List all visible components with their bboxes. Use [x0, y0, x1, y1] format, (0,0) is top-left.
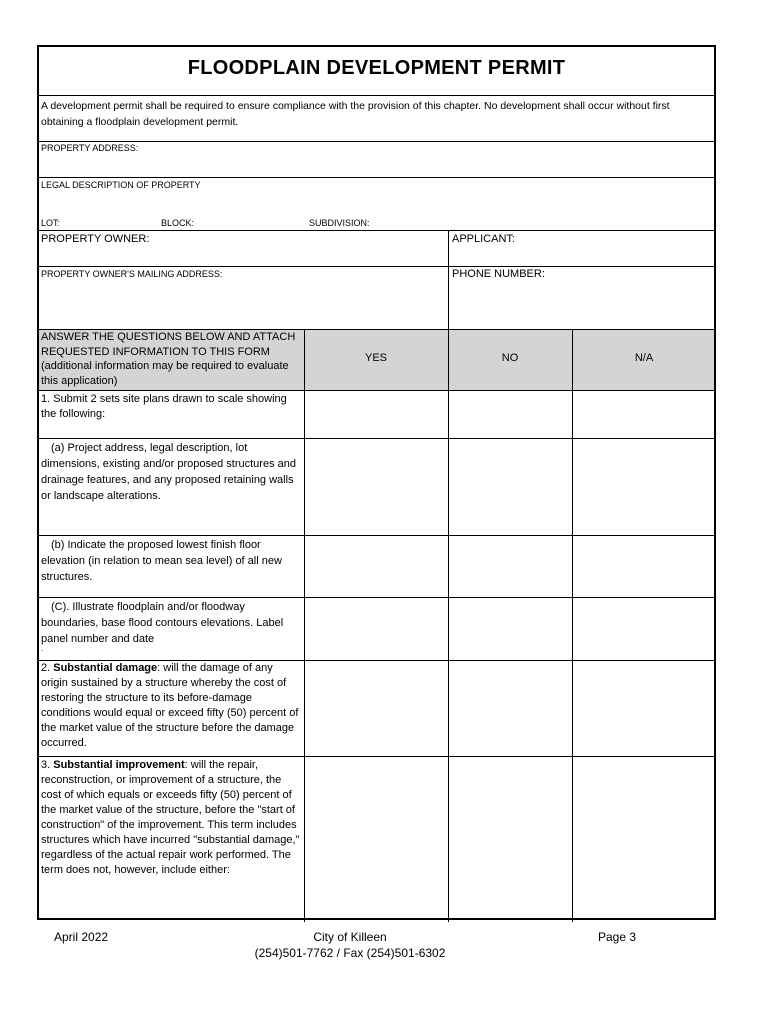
col-no: NO [501, 352, 519, 364]
answer-q1c-yes[interactable] [305, 598, 448, 660]
answer-q1-yes[interactable] [305, 391, 448, 438]
question-1c-dot: . [41, 644, 44, 653]
footer-city: City of Killeen [313, 930, 387, 944]
answer-q2-na[interactable] [573, 661, 714, 756]
permit-form [37, 45, 716, 920]
question-3-text: : will the repair, reconstruction, or improvement of a structure, the cost of which equals or exceeds fifty (50) percent of the market value of the structure, before the "start of construction" of the improvement. This term includes structures which have incurred "substantial damage," regardless of the actual repair work performed. The term does not, however, include either: [41, 759, 300, 876]
answer-q3-no[interactable] [449, 757, 572, 920]
question-1b: (b) Indicate the proposed lowest finish floor elevation (in relation to mean sea level) of all new structures. [41, 539, 282, 583]
divider [39, 141, 714, 142]
question-2 [39, 661, 304, 751]
legal-description-label: LEGAL DESCRIPTION OF PROPERTY [41, 180, 201, 190]
divider [39, 95, 714, 96]
question-3 [39, 758, 304, 878]
question-2-number: 2. [41, 662, 54, 674]
answer-q3-na[interactable] [573, 757, 714, 920]
phone-number-label: PHONE NUMBER: [452, 268, 545, 280]
answer-q1c-na[interactable] [573, 598, 714, 660]
subdivision-label: SUBDIVISION: [309, 218, 370, 228]
divider [39, 230, 714, 231]
questions-header: ANSWER THE QUESTIONS BELOW AND ATTACH REQUESTED INFORMATION TO THIS FORM (additional information may be required to evaluate this application) [39, 330, 304, 390]
question-2-term: Substantial damage [53, 662, 158, 674]
answer-q1a-no[interactable] [449, 439, 572, 535]
property-owner-label: PROPERTY OWNER: [41, 233, 150, 245]
answer-q1b-yes[interactable] [305, 536, 448, 597]
block-label: BLOCK: [161, 218, 195, 228]
answer-q3-yes[interactable] [305, 757, 448, 920]
answer-q1-na[interactable] [573, 391, 714, 438]
answer-q1b-na[interactable] [573, 536, 714, 597]
answer-q1a-na[interactable] [573, 439, 714, 535]
property-address-label: PROPERTY ADDRESS: [41, 143, 139, 153]
divider [448, 230, 449, 330]
question-3-term: Substantial improvement [53, 759, 185, 771]
footer-date: April 2022 [54, 930, 109, 944]
col-na: N/A [634, 352, 654, 364]
question-2-text: : will the damage of any origin sustained by a structure whereby the cost of restoring the structure to its before-damage conditions would equal or exceed fifty (50) percent of the market value of the structure before the damage occurred. [41, 662, 299, 749]
property-address-field[interactable] [39, 153, 714, 177]
divider [39, 177, 714, 178]
answer-q1b-no[interactable] [449, 536, 572, 597]
footer-phone: (254)501-7762 / Fax (254)501-6302 [254, 946, 446, 960]
question-1: 1. Submit 2 sets site plans drawn to scale showing the following: [41, 393, 287, 420]
mailing-address-label: PROPERTY OWNER'S MAILING ADDRESS: [41, 269, 223, 279]
answer-q2-yes[interactable] [305, 661, 448, 756]
answer-q1-no[interactable] [449, 391, 572, 438]
question-1c: (C). Illustrate floodplain and/or floodway boundaries, base flood contours elevations. Label panel number and date [41, 601, 284, 645]
question-3-number: 3. [41, 759, 54, 771]
answer-q2-no[interactable] [449, 661, 572, 756]
col-yes: YES [364, 352, 387, 364]
answer-q1c-no[interactable] [449, 598, 572, 660]
question-1a: (a) Project address, legal description, lot dimensions, existing and/or proposed structures and drainage features, and any proposed retaining walls or landscape alterations. [41, 442, 296, 502]
answer-q1a-yes[interactable] [305, 439, 448, 535]
footer-page: Page 3 [598, 930, 637, 944]
intro-text: A development permit shall be required to ensure compliance with the provision of this chapter. No development shall occur without first obtaining a floodplain development permit. [41, 100, 670, 128]
form-title: FLOODPLAIN DEVELOPMENT PERMIT [187, 57, 566, 79]
divider [39, 266, 714, 267]
lot-label: LOT: [41, 218, 61, 228]
applicant-label: APPLICANT: [452, 233, 515, 245]
